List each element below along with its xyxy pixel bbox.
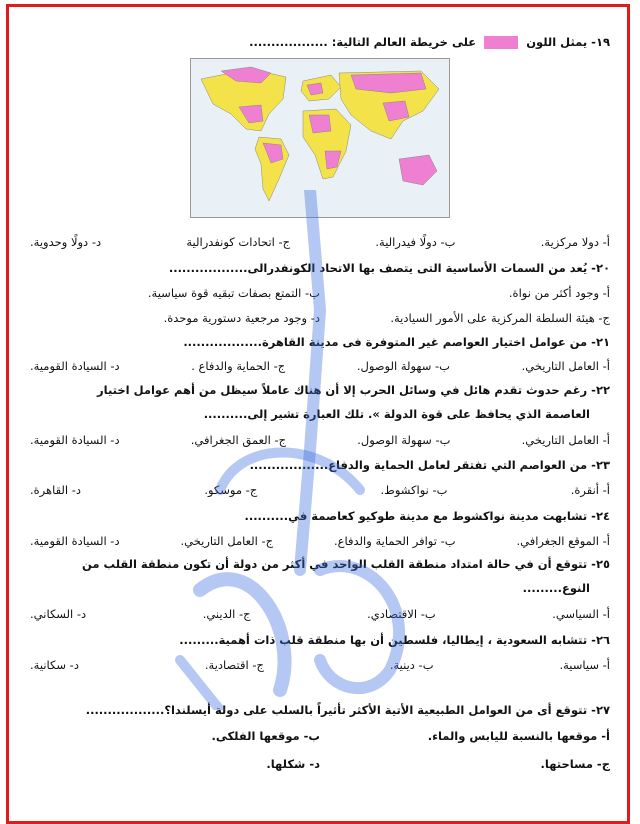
question-24-options	[30, 533, 610, 549]
question-26: ٢٦- تتشابه السعودية ، إيطاليا، فلسطين أن بها منطقة قلب ذات أهمية.........	[179, 633, 610, 647]
question-26-options	[30, 657, 610, 673]
question-19-suffix: على خريطة العالم التالية: ..................	[249, 35, 477, 49]
option-d[interactable]: د- دولًا وحدوية.	[30, 235, 102, 249]
option-d[interactable]: د- السيادة القومية.	[30, 433, 120, 447]
question-19	[30, 34, 610, 50]
option-d[interactable]: د- شكلها.	[266, 757, 320, 771]
question-23-options	[30, 482, 610, 498]
question-19-prefix: ١٩- يمثل اللون	[526, 35, 610, 49]
option-c[interactable]: ج- مساحتها.	[540, 757, 610, 771]
option-a[interactable]: أ- العامل التاريخي.	[521, 359, 610, 373]
option-b[interactable]: ب- التمتع بصفات تبقيه قوة سياسية.	[147, 286, 320, 300]
option-d[interactable]: د- السيادة القومية.	[30, 359, 120, 373]
option-a[interactable]: أ- سياسية.	[559, 658, 610, 672]
option-d[interactable]: د- السكاني.	[30, 607, 87, 621]
question-22-line1: ٢٢- رغم حدوث تقدم هائل في وسائل الحرب إلا أن هناك عاملاً سيظل من أهم عوامل اختيار	[97, 383, 610, 397]
question-25-options	[30, 606, 610, 622]
option-b[interactable]: ب- سهولة الوصول.	[357, 433, 451, 447]
option-b[interactable]: ب- نواكشوط.	[380, 483, 448, 497]
option-c[interactable]: ج- اتحادات كونفدرالية	[186, 235, 291, 249]
option-c[interactable]: ج- اقتصادية.	[204, 658, 264, 672]
question-24: ٢٤- تشابهت مدينة نواكشوط مع مدينة طوكيو كعاصمة في..........	[244, 509, 610, 523]
option-c[interactable]: ج- هيئة السلطة المركزية على الأمور السيادية.	[390, 311, 610, 325]
question-22-options	[30, 432, 610, 448]
option-a[interactable]: أ- أنقرة.	[570, 483, 610, 497]
option-a[interactable]: أ- موقعها بالنسبة لليابس والماء.	[427, 729, 610, 743]
world-map-icon	[190, 58, 450, 218]
option-d[interactable]: د- وجود مرجعية دستورية موحدة.	[163, 311, 320, 325]
question-20: ٢٠- يُعد من السمات الأساسية التى يتصف بها الاتحاد الكونفدرالى..................	[168, 261, 610, 275]
question-27-options-row1	[30, 728, 610, 744]
option-d[interactable]: د- سكانية.	[30, 658, 79, 672]
option-a[interactable]: أ- الموقع الجغرافي.	[516, 534, 610, 548]
option-c[interactable]: ج- العمق الجغرافي.	[190, 433, 287, 447]
option-d[interactable]: د- السيادة القومية.	[30, 534, 120, 548]
pink-color-swatch	[484, 36, 518, 49]
question-20-options-row2	[30, 310, 610, 326]
option-b[interactable]: ب- دينية.	[389, 658, 434, 672]
option-c[interactable]: ج- الديني.	[202, 607, 251, 621]
option-c[interactable]: ج- موسكو.	[204, 483, 258, 497]
option-b[interactable]: ب- موقعها الفلكى.	[211, 729, 320, 743]
question-25-line1: ٢٥- تتوقع أن في حالة امتداد منطقة القلب الواحد في أكثر من دولة أن تكون منطقة القلب من	[82, 557, 610, 571]
option-b[interactable]: ب- الاقتصادي.	[367, 607, 436, 621]
question-27: ٢٧- تتوقع أى من العوامل الطبيعية الأتية الأكثر تأثيراً بالسلب على دولة أيسلندا؟..................	[85, 703, 610, 717]
question-19-options	[30, 234, 610, 250]
question-21-options	[30, 358, 610, 374]
option-b[interactable]: ب- توافر الحماية والدفاع.	[334, 534, 456, 548]
option-b[interactable]: ب- سهولة الوصول.	[356, 359, 451, 373]
option-a[interactable]: أ- العامل التاريخي.	[521, 433, 610, 447]
option-c[interactable]: ج- الحماية والدفاع .	[191, 359, 286, 373]
question-25-line2: النوع.........	[522, 581, 590, 595]
question-27-options-row2	[30, 756, 610, 772]
question-20-options-row1	[30, 285, 610, 301]
question-23: ٢٣- من العواصم التي تفتقر لعامل الحماية والدفاع..................	[249, 458, 610, 472]
question-21: ٢١- من عوامل اختيار العواصم غير المتوفرة فى مدينة القاهرة..................	[183, 335, 610, 349]
option-a[interactable]: أ- وجود أكثر من نواة.	[508, 286, 610, 300]
option-d[interactable]: د- القاهرة.	[30, 483, 82, 497]
option-b[interactable]: ب- دولًا فيدرالية.	[375, 235, 456, 249]
question-22-line2: العاصمة الذي يحافظ على قوة الدولة ». تلك العبارة تشير إلى..........	[203, 407, 590, 421]
option-a[interactable]: أ- السياسي.	[552, 607, 610, 621]
option-c[interactable]: ج- العامل التاريخي.	[180, 534, 274, 548]
option-a[interactable]: أ- دولا مركزية.	[540, 235, 610, 249]
